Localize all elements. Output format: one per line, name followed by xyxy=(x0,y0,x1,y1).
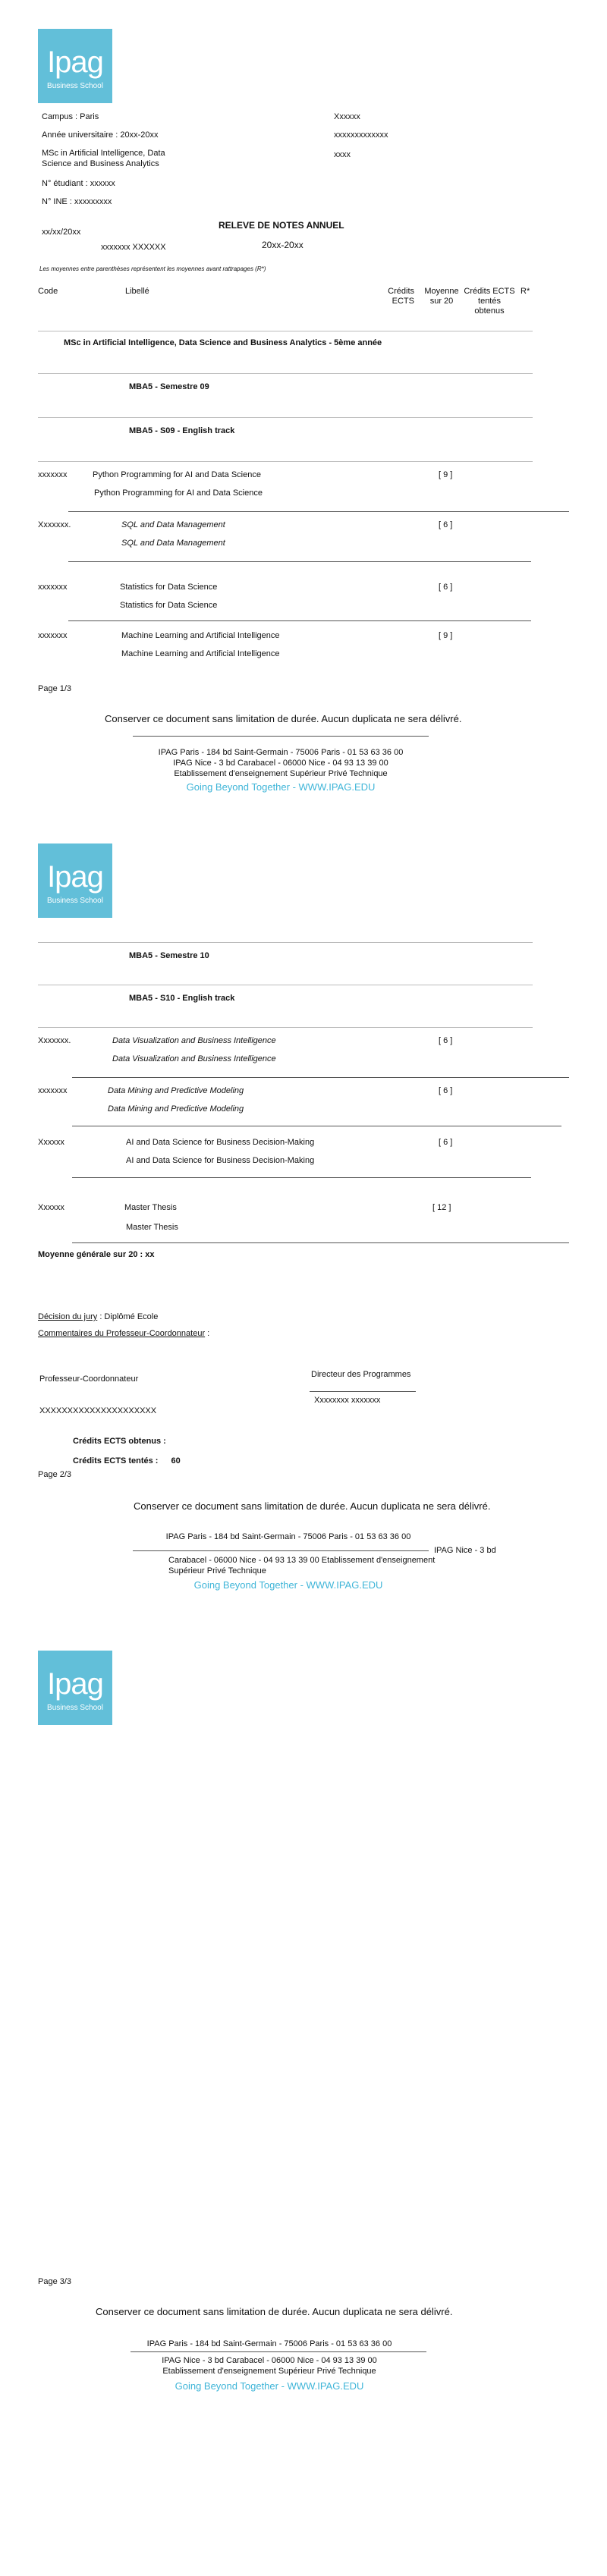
annee: Année universitaire : 20xx-20xx xyxy=(42,130,159,140)
student-number: N° étudiant : xxxxxx xyxy=(42,179,115,188)
course-label-secondary: Python Programming for AI and Data Science xyxy=(94,488,263,498)
semester-title: MBA5 - Semestre 09 xyxy=(129,382,209,391)
course-credits: [ 9 ] xyxy=(439,631,453,640)
coordinator-comments xyxy=(38,1329,209,1338)
divider xyxy=(38,373,533,374)
course-code: Xxxxxx xyxy=(38,1138,64,1147)
signature-line xyxy=(310,1391,416,1392)
course-code: Xxxxxxx. xyxy=(38,520,71,529)
divider xyxy=(72,1077,569,1078)
course-code: Xxxxxx xyxy=(38,1203,64,1212)
jury-decision xyxy=(38,1312,158,1321)
course-credits: [ 6 ] xyxy=(439,520,453,529)
director-name: Xxxxxxxx xxxxxxx xyxy=(314,1396,381,1405)
document-period: 20xx-20xx xyxy=(262,240,304,250)
col-tentes: Crédits ECTS tentés obtenus xyxy=(464,287,515,316)
course-label-secondary: AI and Data Science for Business Decision-Making xyxy=(126,1156,315,1165)
coordinator-comments-suffix: : xyxy=(205,1329,210,1338)
divider xyxy=(72,1242,569,1243)
ipag-logo xyxy=(38,1651,112,1725)
footer-nice-tail: Carabacel - 06000 Nice - 04 93 13 39 00 Etablissement d'enseignement Supérieur Privé Technique xyxy=(168,1556,436,1575)
divider xyxy=(68,620,531,621)
course-label-secondary: Data Visualization and Business Intelligence xyxy=(112,1054,276,1063)
footer-paris: IPAG Paris - 184 bd Saint-Germain - 75006 Paris - 01 53 63 36 00 xyxy=(165,1532,411,1541)
address-line-3: xxxx xyxy=(334,150,351,159)
logo-tagline: Business School xyxy=(47,82,103,90)
col-code: Code xyxy=(38,287,58,296)
course-credits: [ 6 ] xyxy=(439,583,453,592)
course-credits: [ 6 ] xyxy=(439,1086,453,1095)
divider xyxy=(131,2351,426,2352)
semester-title: MBA5 - Semestre 10 xyxy=(129,951,209,960)
address-line-1: Xxxxxx xyxy=(334,112,360,121)
course-code: xxxxxxx xyxy=(38,583,68,592)
logo-tagline: Business School xyxy=(47,897,103,905)
course-credits: [ 12 ] xyxy=(432,1203,451,1212)
col-r: R* xyxy=(521,287,530,296)
course-label: AI and Data Science for Business Decision-Making xyxy=(126,1138,315,1147)
divider xyxy=(133,1550,429,1551)
jury-decision-value: : Diplômé Ecole xyxy=(97,1312,159,1321)
document-date: xx/xx/20xx xyxy=(42,228,81,237)
col-libelle: Libellé xyxy=(125,287,149,296)
retention-notice: Conserver ce document sans limitation de durée. Aucun duplicata ne sera délivré. xyxy=(105,713,462,724)
ine-number: N° INE : xxxxxxxxx xyxy=(42,197,112,206)
course-label: Data Mining and Predictive Modeling xyxy=(108,1086,244,1095)
divider xyxy=(72,1177,531,1178)
course-label-secondary: Master Thesis xyxy=(126,1223,178,1232)
page-number: Page 1/3 xyxy=(38,684,72,693)
course-credits: [ 6 ] xyxy=(439,1036,453,1045)
document-title: RELEVE DE NOTES ANNUEL xyxy=(219,220,344,231)
retention-notice: Conserver ce document sans limitation de durée. Aucun duplicata ne sera délivré. xyxy=(96,2306,453,2317)
col-credits: Crédits ECTS xyxy=(388,287,414,306)
logo-tagline: Business School xyxy=(47,1704,103,1712)
logo-name: Ipag xyxy=(47,860,103,894)
footer-etablissement: Etablissement d'enseignement Supérieur Privé Technique xyxy=(174,769,388,778)
address-line-2: xxxxxxxxxxxxx xyxy=(334,130,388,140)
footer-nice: IPAG Nice - 3 bd Carabacel - 06000 Nice - 04 93 13 39 00 xyxy=(173,759,388,768)
credits-obtained: Crédits ECTS obtenus : xyxy=(73,1437,166,1446)
page-number: Page 3/3 xyxy=(38,2277,72,2286)
averages-note: Les moyennes entre parenthèses représentent les moyennes avant rattrapages (R*) xyxy=(39,265,266,272)
director-title: Directeur des Programmes xyxy=(311,1370,411,1379)
divider xyxy=(133,736,429,737)
course-code: xxxxxxx xyxy=(38,1086,68,1095)
coordinator-title: Professeur-Coordonnateur xyxy=(39,1374,139,1384)
footer-nice: IPAG Nice - 3 bd Carabacel - 06000 Nice - 04 93 13 39 00 xyxy=(162,2356,377,2365)
footer-slogan-link[interactable]: Going Beyond Together - WWW.IPAG.EDU xyxy=(186,781,376,793)
course-label: Statistics for Data Science xyxy=(120,583,218,592)
track-title: MBA5 - S10 - English track xyxy=(129,994,235,1003)
course-code: xxxxxxx xyxy=(38,631,68,640)
logo-name: Ipag xyxy=(47,1667,103,1701)
student-name: xxxxxxx XXXXXX xyxy=(101,243,166,252)
footer-paris: IPAG Paris - 184 bd Saint-Germain - 75006 Paris - 01 53 63 36 00 xyxy=(158,748,404,757)
course-credits: [ 6 ] xyxy=(439,1138,453,1147)
logo-name: Ipag xyxy=(47,46,103,79)
overall-average: Moyenne générale sur 20 : xx xyxy=(38,1250,155,1259)
jury-decision-label: Décision du jury xyxy=(38,1312,98,1321)
divider xyxy=(38,942,533,943)
page-number: Page 2/3 xyxy=(38,1470,72,1479)
divider xyxy=(38,1027,533,1028)
course-credits: [ 9 ] xyxy=(439,470,453,479)
program-title: MSc in Artificial Intelligence, Data Science and Business Analytics - 5ème année xyxy=(64,338,382,347)
campus: Campus : Paris xyxy=(42,112,99,121)
footer-paris: IPAG Paris - 184 bd Saint-Germain - 75006 Paris - 01 53 63 36 00 xyxy=(146,2339,392,2348)
divider xyxy=(38,461,533,462)
programme: MSc in Artificial Intelligence, Data Science and Business Analytics xyxy=(42,149,165,168)
course-label: SQL and Data Management xyxy=(121,520,225,529)
footer-nice-head: IPAG Nice - 3 bd xyxy=(434,1546,496,1555)
footer-etablissement: Etablissement d'enseignement Supérieur Privé Technique xyxy=(162,2367,376,2376)
divider xyxy=(68,561,531,562)
retention-notice: Conserver ce document sans limitation de durée. Aucun duplicata ne sera délivré. xyxy=(134,1500,491,1512)
course-label: Data Visualization and Business Intelligence xyxy=(112,1036,276,1045)
course-code: xxxxxxx xyxy=(38,470,68,479)
footer-slogan-link[interactable]: Going Beyond Together - WWW.IPAG.EDU xyxy=(175,2380,364,2392)
course-code: Xxxxxxx. xyxy=(38,1036,71,1045)
col-moyenne: Moyenne sur 20 xyxy=(424,287,459,306)
divider xyxy=(38,417,533,418)
coordinator-comments-label: Commentaires du Professeur-Coordonnateur xyxy=(38,1329,206,1338)
course-label: Machine Learning and Artificial Intelligence xyxy=(121,631,280,640)
divider xyxy=(68,511,569,512)
course-label-secondary: Statistics for Data Science xyxy=(120,601,218,610)
credits-attempted xyxy=(73,1456,181,1465)
course-label: Python Programming for AI and Data Science xyxy=(93,470,261,479)
course-label-secondary: Data Mining and Predictive Modeling xyxy=(108,1104,244,1114)
credits-attempted-value: 60 xyxy=(171,1456,181,1465)
course-label-secondary: Machine Learning and Artificial Intelligence xyxy=(121,649,280,658)
ipag-logo xyxy=(38,843,112,918)
credits-attempted-label: Crédits ECTS tentés : xyxy=(73,1456,159,1465)
course-label-secondary: SQL and Data Management xyxy=(121,539,225,548)
coordinator-name: XXXXXXXXXXXXXXXXXXXXX xyxy=(39,1406,157,1415)
track-title: MBA5 - S09 - English track xyxy=(129,426,235,435)
course-label: Master Thesis xyxy=(124,1203,177,1212)
footer-slogan-link[interactable]: Going Beyond Together - WWW.IPAG.EDU xyxy=(193,1579,383,1591)
ipag-logo xyxy=(38,29,112,103)
